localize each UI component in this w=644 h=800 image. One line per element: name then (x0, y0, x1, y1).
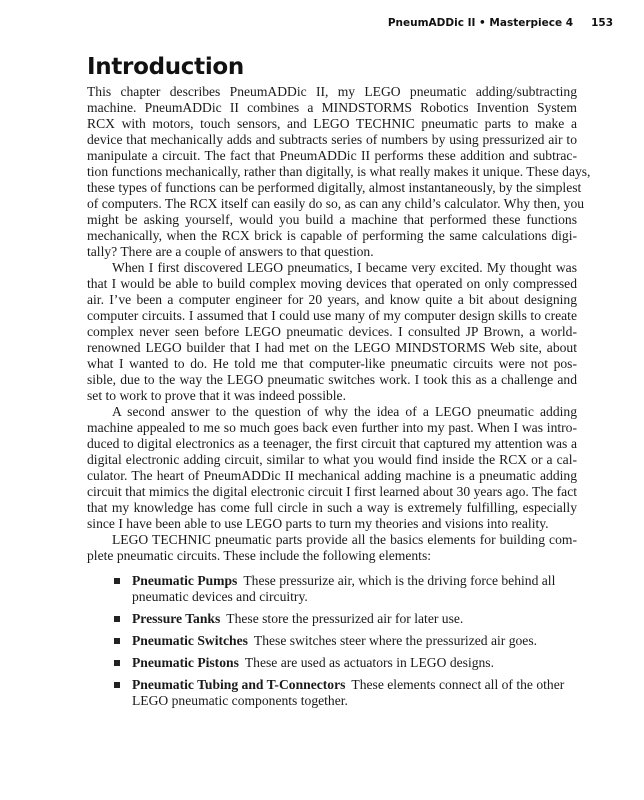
bullet-square-icon (114, 578, 120, 584)
list-item-term: Pneumatic Pistons (132, 655, 239, 670)
bullet-square-icon (114, 660, 120, 666)
text-line: what I wanted to do. He told me that computer-like pneumatic circuits were not pos- (87, 356, 577, 371)
list-item (87, 655, 577, 671)
list-item (87, 573, 577, 605)
list-item (87, 633, 577, 649)
paragraph (87, 532, 577, 564)
text-line: This chapter describes PneumADDic II, my LEGO pneumatic adding/subtracting (87, 84, 577, 99)
text-line: that my knowledge has come full circle in such a way is extremely fulfilling, especially (87, 500, 577, 515)
running-title: PneumADDic II • Masterpiece 4 (387, 17, 574, 29)
bullet-square-icon (114, 638, 120, 644)
text-line: air. I’ve been a computer engineer for 20 years, and know quite a bit about designing (87, 292, 577, 307)
text-line: A second answer to the question of why the idea of a LEGO pneumatic adding (112, 404, 577, 419)
list-item-term: Pneumatic Switches (132, 633, 248, 648)
list-item-term: Pressure Tanks (132, 611, 221, 626)
text-line: of computers. The RCX itself can easily do so, as can any child’s calculator. Why then, you (87, 196, 585, 211)
text-line: computer circuits. I assumed that I could use many of my computer design skills to create (87, 308, 577, 323)
paragraph (87, 84, 591, 260)
page-number: 153 (591, 17, 613, 29)
bullet-square-icon (114, 682, 120, 688)
text-line: LEGO TECHNIC pneumatic parts provide all the basics elements for building com- (112, 532, 577, 547)
text-line: set to work to prove that it was indeed possible. (87, 388, 346, 403)
text-line: might be asking yourself, would you build a machine that performed these functions (87, 212, 577, 227)
bullet-square-icon (114, 616, 120, 622)
text-line: complex never seen before LEGO pneumatic devices. I consulted JP Brown, a world- (87, 324, 577, 339)
list-item (87, 611, 577, 627)
bullet-list (87, 573, 577, 709)
text-line: tion functions mechanically, rather than digitally, is what really makes it unique. These days, (87, 164, 591, 179)
section-title: Introduction (87, 54, 244, 80)
text-line: duced to digital electronics as a teenager, the first circuit that captured my attention was a (87, 436, 577, 451)
running-header (388, 17, 613, 29)
text-line: sible, due to the way the LEGO pneumatic switches work. I took this as a challenge and (87, 372, 577, 387)
text-line: digital electronic adding circuit, similar to what you would find inside the RCX or a cal- (87, 452, 577, 467)
list-item-text: These pressurize air, which is the driving force behind all pneumatic devices and circuitry. (132, 573, 556, 604)
paragraph (87, 260, 577, 404)
paragraphs (87, 84, 591, 564)
text-line: manipulate a circuit. The fact that PneumADDic II performs these addition and subtrac- (87, 148, 577, 163)
paragraph (87, 404, 577, 532)
text-line: When I first discovered LEGO pneumatics, I became very excited. My thought was (112, 260, 577, 275)
text-line: since I have been able to use LEGO parts to turn my theories and visions into reality. (87, 516, 549, 531)
text-line: renowned LEGO builder that I had met on the LEGO MINDSTORMS Web site, about (87, 340, 577, 355)
text-line: these types of functions can be performed digitally, almost instantaneously, by the simplest (87, 180, 582, 195)
list-item-text: These are used as actuators in LEGO designs. (244, 655, 495, 670)
body-text (87, 84, 591, 715)
text-line: machine. PneumADDic II combines a MINDSTORMS Robotics Invention System (87, 100, 577, 115)
text-line: that I would be able to build complex moving devices that operated on only compressed (87, 276, 577, 291)
text-line: circuit that mimics the digital electronic circuit I first learned about 30 years ago. The fact (87, 484, 577, 499)
text-line: mechanically, when the RCX brick is capable of performing the same calculations digi- (87, 228, 577, 243)
list-item-text: These store the pressurized air for later use. (226, 611, 464, 626)
text-line: machine appealed to me so much goes back even further into my past. When I was intro- (87, 420, 577, 435)
list-item-term: Pneumatic Pumps (132, 573, 238, 588)
list-item-text: These elements connect all of the other LEGO pneumatic components together. (132, 677, 565, 708)
list-item (87, 677, 577, 709)
text-line: tally? There are a couple of answers to that question. (87, 244, 374, 259)
list-item-term: Pneumatic Tubing and T-Connectors (132, 677, 346, 692)
text-line: plete pneumatic circuits. These include the following elements: (87, 548, 432, 563)
text-line: device that mechanically adds and subtracts series of numbers by using pressurized air to (87, 132, 577, 147)
text-line: RCX with motors, touch sensors, and LEGO TECHNIC pneumatic parts to make a (87, 116, 577, 131)
text-line: culator. The heart of PneumADDic II mechanical adding machine is a pneumatic adding (87, 468, 577, 483)
list-item-text: These switches steer where the pressurized air goes. (253, 633, 538, 648)
